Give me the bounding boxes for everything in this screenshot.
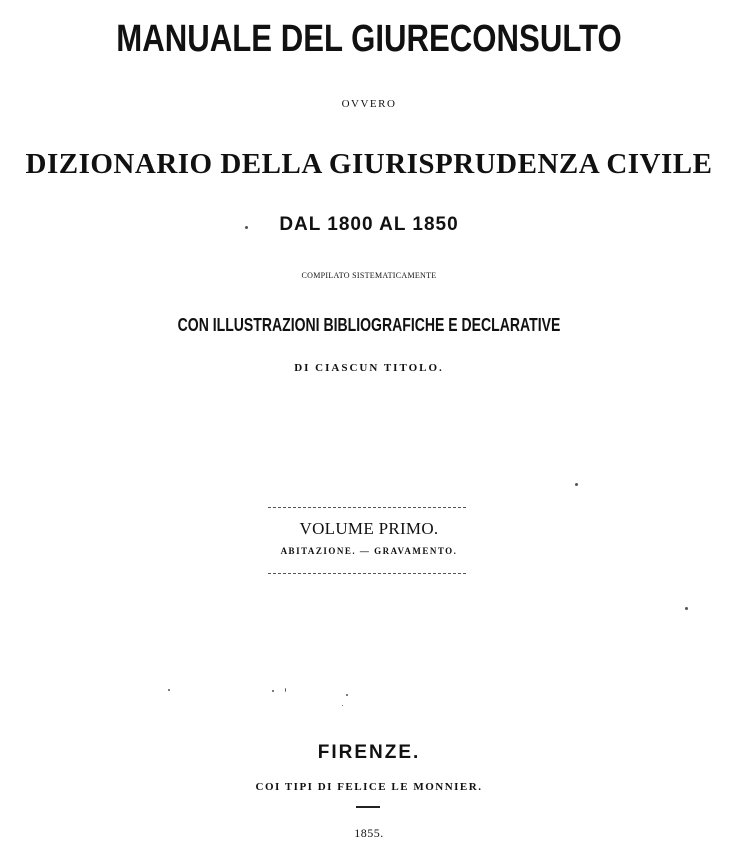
per-title-line: DI CIASCUN TITOLO. xyxy=(294,362,444,374)
paper-speck xyxy=(342,705,343,706)
paper-speck xyxy=(168,689,170,691)
paper-speck xyxy=(272,690,274,692)
paper-speck xyxy=(245,226,248,229)
volume-label: VOLUME PRIMO. xyxy=(299,519,439,538)
imprint-city: FIRENZE. xyxy=(317,742,421,763)
illustrations-line: CON ILLUSTRAZIONI BIBLIOGRAFICHE E DECLARATIVE xyxy=(177,315,561,335)
imprint-divider xyxy=(356,806,380,808)
date-range: DAL 1800 AL 1850 xyxy=(279,214,459,235)
volume-bottom-rule xyxy=(268,573,466,574)
main-title: MANUALE DEL GIURECONSULTO xyxy=(116,18,622,60)
volume-contents: ABITAZIONE. — GRAVAMENTO. xyxy=(280,546,458,556)
paper-speck xyxy=(685,607,688,610)
imprint-printer: COI TIPI DI FELICE LE MONNIER. xyxy=(255,781,483,793)
subtitle: DIZIONARIO DELLA GIURISPRUDENZA CIVILE xyxy=(25,148,713,180)
paper-speck xyxy=(346,694,348,696)
compiled-note: COMPILATO SISTEMATICAMENTE xyxy=(301,271,437,280)
connector-text: OVVERO xyxy=(341,98,397,110)
paper-speck xyxy=(285,688,286,692)
imprint-year: 1855. xyxy=(354,826,384,840)
paper-speck xyxy=(575,483,578,486)
volume-top-rule xyxy=(268,507,466,508)
